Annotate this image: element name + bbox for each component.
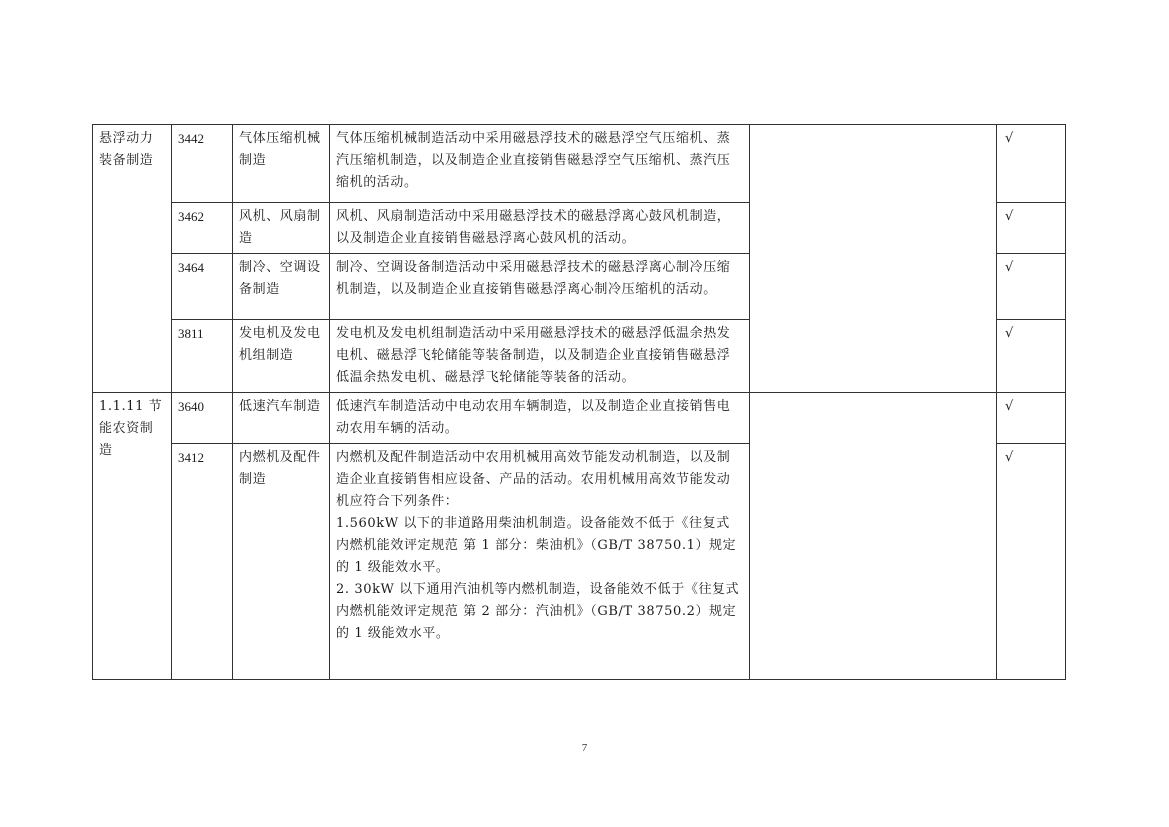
checkmark-cell: √ bbox=[997, 320, 1066, 393]
description-cell bbox=[330, 125, 750, 203]
code-cell: 3412 bbox=[172, 444, 233, 680]
description-paragraph: 2. 30kW 以下通用汽油机等内燃机制造，设备能效不低于《往复式内燃机能效评定规范 第 2 部分：汽油机》（GB/T 38750.2）规定的 1 级能效水平。 bbox=[336, 582, 740, 641]
industry-cell: 低速汽车制造 bbox=[233, 393, 330, 444]
description-paragraph: 气体压缩机械制造活动中采用磁悬浮技术的磁悬浮空气压缩机、蒸汽压缩机制造，以及制造企业直接销售磁悬浮空气压缩机、蒸汽压缩机的活动。 bbox=[336, 131, 731, 190]
description-cell bbox=[330, 393, 750, 444]
table-row bbox=[93, 393, 1066, 444]
checkmark-cell: √ bbox=[997, 444, 1066, 680]
code-cell: 3640 bbox=[172, 393, 233, 444]
industry-classification-table bbox=[92, 124, 1066, 680]
checkmark-cell: √ bbox=[997, 125, 1066, 203]
description-cell bbox=[330, 254, 750, 320]
description-cell bbox=[330, 203, 750, 254]
description-paragraph: 1.560kW 以下的非道路用柴油机制造。设备能效不低于《往复式内燃机能效评定规范 第 1 部分：柴油机》（GB/T 38750.1）规定的 1 级能效水平。 bbox=[336, 516, 737, 575]
category-cell: 悬浮动力装备制造 bbox=[93, 125, 172, 393]
description-paragraph: 制冷、空调设备制造活动中采用磁悬浮技术的磁悬浮离心制冷压缩机制造，以及制造企业直接销售磁悬浮离心制冷压缩机的活动。 bbox=[336, 260, 731, 297]
industry-cell: 气体压缩机械制造 bbox=[233, 125, 330, 203]
category-cell: 1.1.11 节能农资制造 bbox=[93, 393, 172, 680]
industry-cell: 发电机及发电机组制造 bbox=[233, 320, 330, 393]
page-number: 7 bbox=[581, 742, 588, 754]
code-cell: 3464 bbox=[172, 254, 233, 320]
description-cell bbox=[330, 444, 750, 680]
checkmark-cell: √ bbox=[997, 254, 1066, 320]
industry-cell: 制冷、空调设备制造 bbox=[233, 254, 330, 320]
code-cell: 3462 bbox=[172, 203, 233, 254]
note-cell bbox=[750, 393, 997, 680]
checkmark-cell: √ bbox=[997, 393, 1066, 444]
description-paragraph: 风机、风扇制造活动中采用磁悬浮技术的磁悬浮离心鼓风机制造，以及制造企业直接销售磁悬浮离心鼓风机的活动。 bbox=[336, 209, 731, 246]
industry-table-container bbox=[92, 124, 1065, 680]
note-cell bbox=[750, 125, 997, 393]
description-paragraph: 发电机及发电机组制造活动中采用磁悬浮技术的磁悬浮低温余热发电机、磁悬浮飞轮储能等装备制造，以及制造企业直接销售磁悬浮低温余热发电机、磁悬浮飞轮储能等装备的活动。 bbox=[336, 326, 731, 385]
checkmark-cell: √ bbox=[997, 203, 1066, 254]
industry-cell: 风机、风扇制造 bbox=[233, 203, 330, 254]
table-row bbox=[93, 125, 1066, 203]
code-cell: 3811 bbox=[172, 320, 233, 393]
code-cell: 3442 bbox=[172, 125, 233, 203]
description-paragraph: 低速汽车制造活动中电动农用车辆制造，以及制造企业直接销售电动农用车辆的活动。 bbox=[336, 399, 731, 436]
description-cell bbox=[330, 320, 750, 393]
industry-cell: 内燃机及配件制造 bbox=[233, 444, 330, 680]
description-paragraph: 内燃机及配件制造活动中农用机械用高效节能发动机制造，以及制造企业直接销售相应设备、产品的活动。农用机械用高效节能发动机应符合下列条件： bbox=[336, 450, 731, 509]
